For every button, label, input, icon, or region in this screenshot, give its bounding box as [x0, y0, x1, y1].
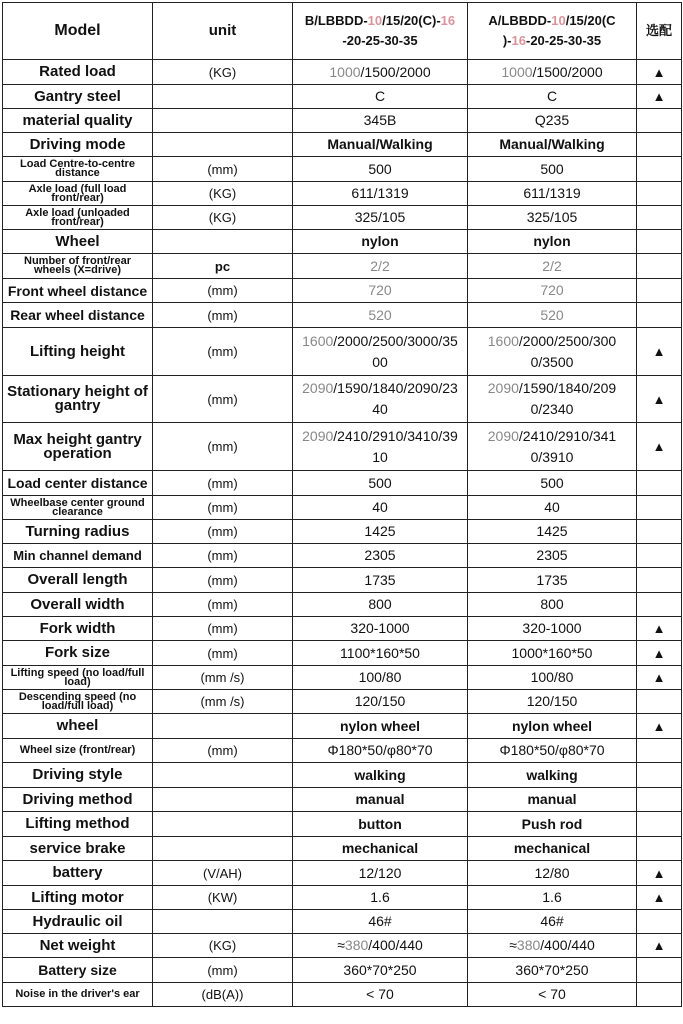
- table-row: [3, 812, 682, 837]
- row-name: Gantry steel: [3, 85, 153, 109]
- row-option: ▲: [637, 666, 682, 690]
- row-value-a: manual: [468, 788, 637, 812]
- row-option: [637, 254, 682, 279]
- header-model-b: B/LBBDD-10/15/20(C)-16 -20-25-30-35: [293, 3, 468, 60]
- row-name: Hydraulic oil: [3, 910, 153, 934]
- table-row: [3, 886, 682, 910]
- row-value-b: 325/105: [293, 206, 468, 230]
- header-row: [3, 3, 682, 60]
- row-name: Turning radius: [3, 520, 153, 544]
- row-unit: (mm): [153, 641, 293, 666]
- row-value-b: 320-1000: [293, 617, 468, 641]
- row-value-a: 611/1319: [468, 182, 637, 206]
- row-unit: [153, 109, 293, 133]
- row-unit: (mm): [153, 593, 293, 617]
- row-value-b: 611/1319: [293, 182, 468, 206]
- row-value-b: manual: [293, 788, 468, 812]
- row-value-b: 1735: [293, 568, 468, 593]
- row-option: ▲: [637, 934, 682, 958]
- table-row: [3, 157, 682, 182]
- row-value-a: nylon: [468, 230, 637, 254]
- row-value-a: 2090/2410/2910/341 0/3910: [468, 423, 637, 471]
- table-row: [3, 328, 682, 376]
- row-value-b: walking: [293, 763, 468, 788]
- row-unit: (V/AH): [153, 861, 293, 886]
- table-row: [3, 910, 682, 934]
- row-option: [637, 303, 682, 328]
- row-value-b: 2305: [293, 544, 468, 568]
- row-unit: (mm): [153, 471, 293, 496]
- row-option: [637, 157, 682, 182]
- row-option: [637, 206, 682, 230]
- spec-table: [2, 2, 682, 1007]
- row-name: Overall width: [3, 593, 153, 617]
- row-value-b: 120/150: [293, 690, 468, 714]
- row-value-a: 800: [468, 593, 637, 617]
- row-value-b: 800: [293, 593, 468, 617]
- table-row: [3, 230, 682, 254]
- row-unit: [153, 788, 293, 812]
- row-option: ▲: [637, 714, 682, 739]
- row-name: Stationary height of gantry: [3, 376, 153, 423]
- row-option: ▲: [637, 886, 682, 910]
- row-value-b: 1.6: [293, 886, 468, 910]
- row-value-b: 345B: [293, 109, 468, 133]
- table-row: [3, 520, 682, 544]
- row-unit: [153, 763, 293, 788]
- row-value-b: 1600/2000/2500/3000/35 00: [293, 328, 468, 376]
- row-name: Fork size: [3, 641, 153, 666]
- table-row: [3, 254, 682, 279]
- row-value-a: ≈380/400/440: [468, 934, 637, 958]
- row-value-b: ≈380/400/440: [293, 934, 468, 958]
- row-name: Front wheel distance: [3, 279, 153, 303]
- row-value-a: 720: [468, 279, 637, 303]
- row-unit: (KG): [153, 60, 293, 85]
- row-value-a: 1000/1500/2000: [468, 60, 637, 85]
- row-option: [637, 496, 682, 520]
- row-unit: [153, 85, 293, 109]
- row-value-b: mechanical: [293, 837, 468, 861]
- row-name: Noise in the driver's ear: [3, 983, 153, 1007]
- table-row: [3, 303, 682, 328]
- header-model: Model: [3, 3, 153, 60]
- row-option: [637, 983, 682, 1007]
- row-value-b: nylon: [293, 230, 468, 254]
- row-option: [637, 109, 682, 133]
- row-value-a: 46#: [468, 910, 637, 934]
- row-value-b: nylon wheel: [293, 714, 468, 739]
- row-unit: (mm): [153, 376, 293, 423]
- row-unit: (mm /s): [153, 690, 293, 714]
- table-row: [3, 714, 682, 739]
- table-row: [3, 423, 682, 471]
- row-unit: (mm): [153, 157, 293, 182]
- row-unit: (mm): [153, 568, 293, 593]
- row-name: Net weight: [3, 934, 153, 958]
- table-row: [3, 206, 682, 230]
- row-unit: (mm /s): [153, 666, 293, 690]
- row-name: wheel: [3, 714, 153, 739]
- table-row: [3, 958, 682, 983]
- row-option: [637, 133, 682, 157]
- row-value-a: Manual/Walking: [468, 133, 637, 157]
- row-unit: (KW): [153, 886, 293, 910]
- row-option: ▲: [637, 617, 682, 641]
- row-value-a: Q235: [468, 109, 637, 133]
- row-name: Descending speed (no load/full load): [3, 690, 153, 714]
- row-value-a: 1600/2000/2500/300 0/3500: [468, 328, 637, 376]
- row-name: Axle load (full load front/rear): [3, 182, 153, 206]
- row-value-a: 120/150: [468, 690, 637, 714]
- row-value-b: < 70: [293, 983, 468, 1007]
- row-option: ▲: [637, 60, 682, 85]
- row-value-a: 360*70*250: [468, 958, 637, 983]
- row-name: Lifting method: [3, 812, 153, 837]
- row-option: [637, 568, 682, 593]
- table-row: [3, 666, 682, 690]
- row-name: Min channel demand: [3, 544, 153, 568]
- row-value-a: walking: [468, 763, 637, 788]
- table-row: [3, 739, 682, 763]
- row-value-a: 2305: [468, 544, 637, 568]
- row-value-b: 40: [293, 496, 468, 520]
- row-option: [637, 910, 682, 934]
- row-option: ▲: [637, 376, 682, 423]
- row-option: [637, 230, 682, 254]
- row-unit: (KG): [153, 182, 293, 206]
- row-name: Driving style: [3, 763, 153, 788]
- table-row: [3, 983, 682, 1007]
- row-unit: [153, 837, 293, 861]
- row-value-b: 500: [293, 157, 468, 182]
- row-value-b: Manual/Walking: [293, 133, 468, 157]
- row-value-a: 325/105: [468, 206, 637, 230]
- row-unit: (mm): [153, 520, 293, 544]
- table-row: [3, 788, 682, 812]
- row-value-a: 1735: [468, 568, 637, 593]
- row-name: battery: [3, 861, 153, 886]
- row-unit: [153, 910, 293, 934]
- row-value-b: 2090/2410/2910/3410/39 10: [293, 423, 468, 471]
- row-value-a: 500: [468, 471, 637, 496]
- row-unit: (KG): [153, 206, 293, 230]
- row-value-a: nylon wheel: [468, 714, 637, 739]
- row-value-b: 2090/1590/1840/2090/23 40: [293, 376, 468, 423]
- row-value-b: 46#: [293, 910, 468, 934]
- header-unit: unit: [153, 3, 293, 60]
- table-row: [3, 85, 682, 109]
- row-option: ▲: [637, 641, 682, 666]
- row-value-a: mechanical: [468, 837, 637, 861]
- row-unit: pc: [153, 254, 293, 279]
- row-value-a: 100/80: [468, 666, 637, 690]
- row-option: [637, 520, 682, 544]
- table-row: [3, 641, 682, 666]
- row-unit: [153, 133, 293, 157]
- table-row: [3, 837, 682, 861]
- row-name: Lifting motor: [3, 886, 153, 910]
- row-name: Rear wheel distance: [3, 303, 153, 328]
- row-option: [637, 182, 682, 206]
- row-value-a: 2090/1590/1840/209 0/2340: [468, 376, 637, 423]
- row-value-a: 2/2: [468, 254, 637, 279]
- header-model-a: A/LBBDD-10/15/20(C )-16-20-25-30-35: [468, 3, 637, 60]
- row-option: [637, 544, 682, 568]
- table-row: [3, 182, 682, 206]
- row-value-b: 1425: [293, 520, 468, 544]
- row-option: [637, 471, 682, 496]
- row-unit: (mm): [153, 303, 293, 328]
- row-unit: (mm): [153, 279, 293, 303]
- row-name: Fork width: [3, 617, 153, 641]
- row-unit: (mm): [153, 958, 293, 983]
- row-unit: (mm): [153, 496, 293, 520]
- table-row: [3, 763, 682, 788]
- row-name: material quality: [3, 109, 153, 133]
- row-value-b: 12/120: [293, 861, 468, 886]
- row-value-a: 12/80: [468, 861, 637, 886]
- table-row: [3, 617, 682, 641]
- row-value-b: 100/80: [293, 666, 468, 690]
- row-value-a: Push rod: [468, 812, 637, 837]
- row-option: [637, 763, 682, 788]
- row-value-a: 1000*160*50: [468, 641, 637, 666]
- row-unit: (mm): [153, 739, 293, 763]
- row-value-b: 360*70*250: [293, 958, 468, 983]
- row-name: service brake: [3, 837, 153, 861]
- row-option: ▲: [637, 328, 682, 376]
- row-option: ▲: [637, 423, 682, 471]
- row-option: ▲: [637, 861, 682, 886]
- row-option: [637, 739, 682, 763]
- row-unit: (KG): [153, 934, 293, 958]
- row-name: Load center distance: [3, 471, 153, 496]
- header-option: 选配: [637, 3, 682, 60]
- row-value-a: 40: [468, 496, 637, 520]
- row-unit: (mm): [153, 423, 293, 471]
- table-row: [3, 568, 682, 593]
- row-option: [637, 690, 682, 714]
- row-value-b: 520: [293, 303, 468, 328]
- row-name: Max height gantry operation: [3, 423, 153, 471]
- row-value-b: Φ180*50/φ80*70: [293, 739, 468, 763]
- row-value-b: 720: [293, 279, 468, 303]
- row-unit: [153, 812, 293, 837]
- table-row: [3, 690, 682, 714]
- row-name: Battery size: [3, 958, 153, 983]
- table-row: [3, 60, 682, 85]
- row-name: Load Centre-to-centre distance: [3, 157, 153, 182]
- row-value-b: button: [293, 812, 468, 837]
- row-value-b: 1000/1500/2000: [293, 60, 468, 85]
- row-option: [637, 812, 682, 837]
- row-value-a: 500: [468, 157, 637, 182]
- row-name: Rated load: [3, 60, 153, 85]
- row-unit: (mm): [153, 617, 293, 641]
- table-row: [3, 109, 682, 133]
- row-value-b: 2/2: [293, 254, 468, 279]
- table-row: [3, 471, 682, 496]
- table-row: [3, 133, 682, 157]
- row-option: [637, 593, 682, 617]
- row-name: Wheel: [3, 230, 153, 254]
- row-unit: (mm): [153, 328, 293, 376]
- row-name: Wheel size (front/rear): [3, 739, 153, 763]
- table-row: [3, 496, 682, 520]
- row-value-a: 320-1000: [468, 617, 637, 641]
- row-value-a: < 70: [468, 983, 637, 1007]
- row-name: Lifting height: [3, 328, 153, 376]
- row-unit: (mm): [153, 544, 293, 568]
- table-row: [3, 544, 682, 568]
- row-value-b: 1100*160*50: [293, 641, 468, 666]
- row-value-b: C: [293, 85, 468, 109]
- row-option: ▲: [637, 85, 682, 109]
- row-value-a: 520: [468, 303, 637, 328]
- table-row: [3, 279, 682, 303]
- row-option: [637, 788, 682, 812]
- table-row: [3, 934, 682, 958]
- row-name: Wheelbase center ground clearance: [3, 496, 153, 520]
- row-value-a: Φ180*50/φ80*70: [468, 739, 637, 763]
- row-name: Number of front/rear wheels (X=drive): [3, 254, 153, 279]
- row-option: [637, 837, 682, 861]
- row-value-a: 1.6: [468, 886, 637, 910]
- row-unit: (dB(A)): [153, 983, 293, 1007]
- row-name: Overall length: [3, 568, 153, 593]
- row-unit: [153, 230, 293, 254]
- row-unit: [153, 714, 293, 739]
- table-row: [3, 376, 682, 423]
- row-name: Lifting speed (no load/full load): [3, 666, 153, 690]
- row-name: Axle load (unloaded front/rear): [3, 206, 153, 230]
- row-name: Driving method: [3, 788, 153, 812]
- row-option: [637, 279, 682, 303]
- row-value-b: 500: [293, 471, 468, 496]
- row-value-a: C: [468, 85, 637, 109]
- row-name: Driving mode: [3, 133, 153, 157]
- table-row: [3, 593, 682, 617]
- table-row: [3, 861, 682, 886]
- row-value-a: 1425: [468, 520, 637, 544]
- row-option: [637, 958, 682, 983]
